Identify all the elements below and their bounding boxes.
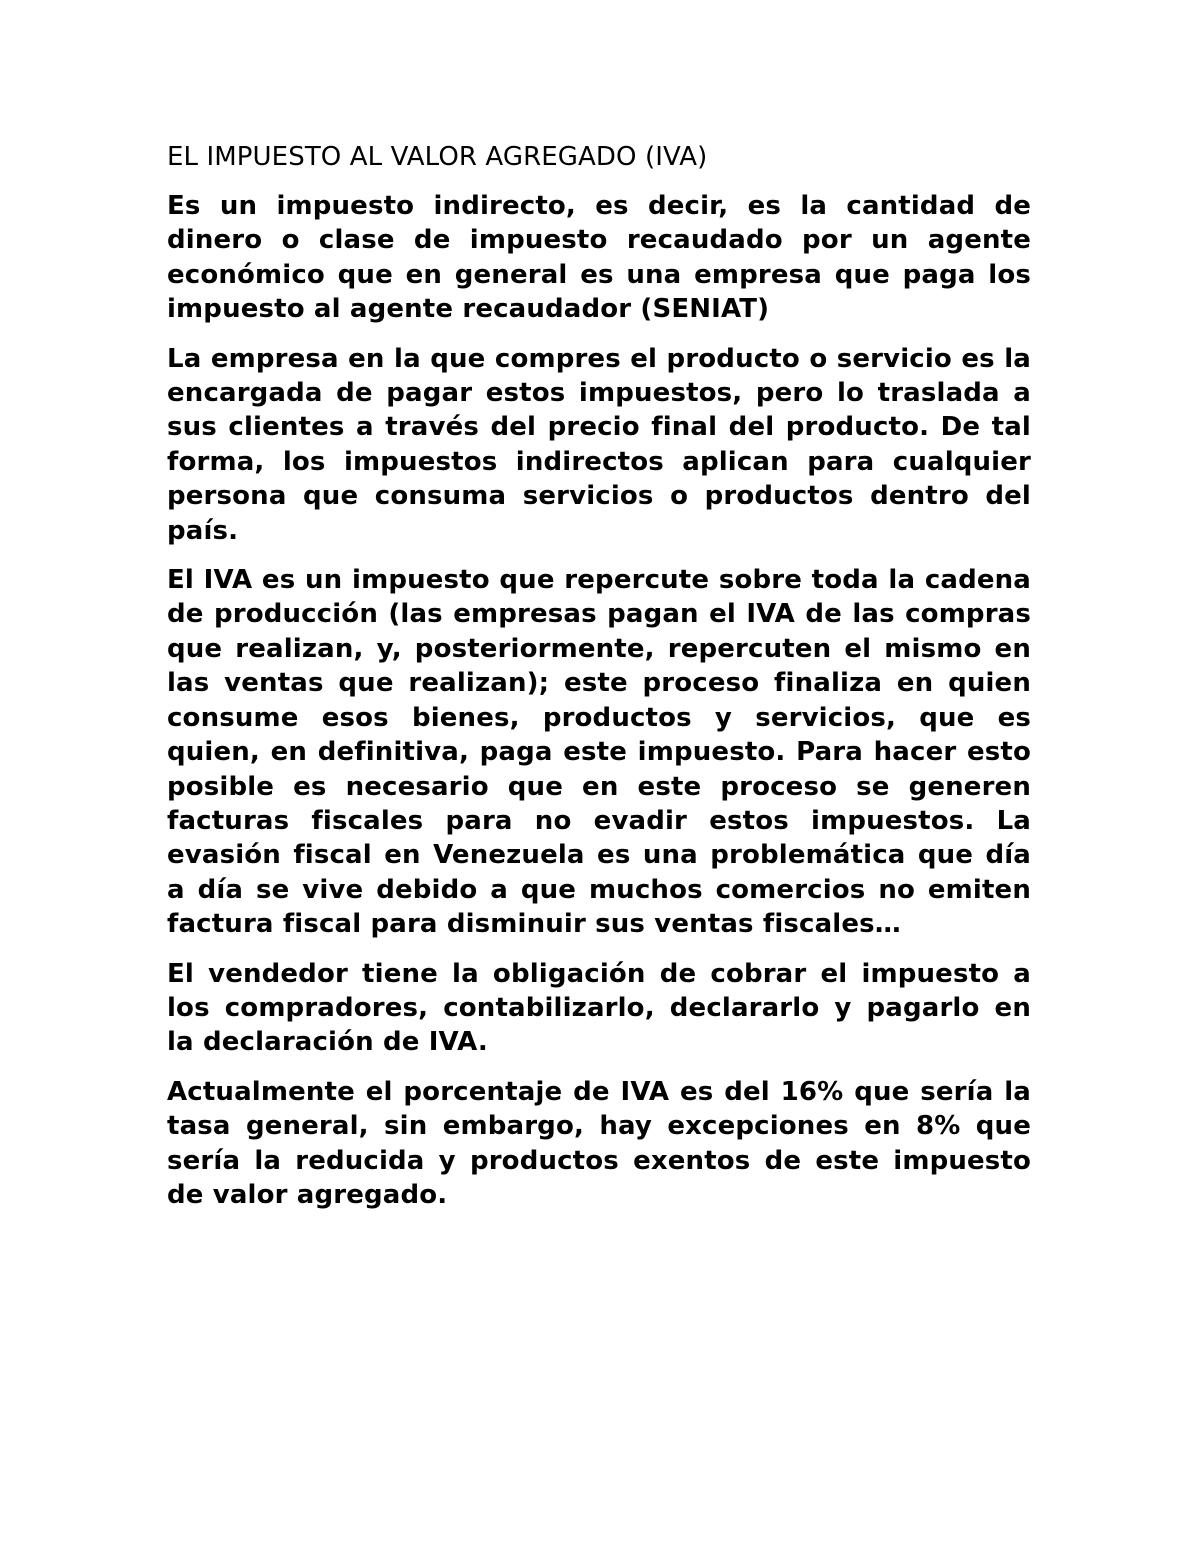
document-page [167, 139, 1031, 1227]
paragraph-production-chain: El IVA es un impuesto que repercute sobre toda la cadena de producción (las empresas pagan el IVA de las compras que realizan, y, posteriormente, repercuten el mismo en las ventas que realizan); este proceso finaliza en quien consume esos bienes, productos y servicios, que es quien, en definitiva, paga este impuesto. Para hacer esto posible es necesario que en este proceso se generen facturas fiscales para no evadir estos impuestos. La evasión fiscal en Venezuela es una problemática que día a día se vive debido a que muchos comercios no emiten factura fiscal para disminuir sus ventas fiscales… [167, 565, 1031, 940]
paragraph-definition: Es un impuesto indirecto, es decir, es la cantidad de dinero o clase de impuesto recaudado por un agente económico que en general es una empresa que paga los impuesto al agente recaudador (SENIAT) [167, 191, 1031, 325]
document-title: EL IMPUESTO AL VALOR AGREGADO (IVA) [167, 142, 708, 172]
paragraph-seller-obligation: El vendedor tiene la obligación de cobrar el impuesto a los compradores, contabilizarlo, declararlo y pagarlo en la declaración de IVA. [167, 958, 1031, 1058]
paragraph-company-role: La empresa en la que compres el producto o servicio es la encargada de pagar estos impuestos, pero lo traslada a sus clientes a través del precio final del producto. De tal forma, los impuestos indirectos aplican para cualquier persona que consuma servicios o productos dentro del país. [167, 343, 1031, 546]
paragraph-rates: Actualmente el porcentaje de IVA es del 16% que sería la tasa general, sin embargo, hay excepciones en 8% que sería la reducida y productos exentos de este impuesto de valor agregado. [167, 1076, 1031, 1210]
